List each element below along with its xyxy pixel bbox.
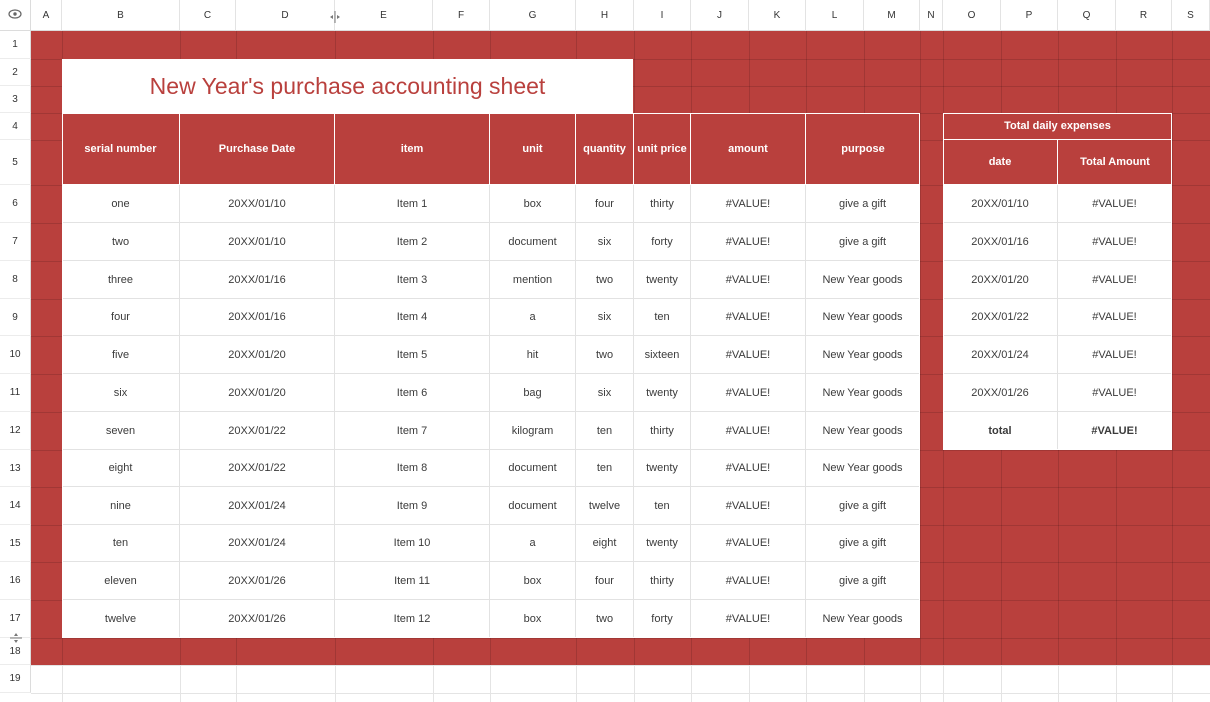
column-header-c[interactable]: C xyxy=(180,0,236,31)
table-cell[interactable]: #VALUE! xyxy=(691,185,806,223)
table-cell[interactable]: 20XX/01/24 xyxy=(943,336,1058,374)
table-cell[interactable]: #VALUE! xyxy=(1058,374,1172,412)
table-cell[interactable]: six xyxy=(62,374,180,412)
table-cell[interactable]: 20XX/01/22 xyxy=(180,450,335,487)
row-header-18[interactable]: 18 xyxy=(0,638,31,665)
table-cell[interactable]: #VALUE! xyxy=(691,562,806,600)
table-cell[interactable]: document xyxy=(490,450,576,487)
table-cell[interactable]: Item 9 xyxy=(335,487,490,525)
table-cell[interactable]: #VALUE! xyxy=(1058,299,1172,336)
column-label-total-amount[interactable]: Total Amount xyxy=(1058,140,1172,185)
column-header-r[interactable]: R xyxy=(1116,0,1172,31)
table-cell[interactable]: 20XX/01/26 xyxy=(943,374,1058,412)
column-header-s[interactable]: S xyxy=(1172,0,1210,31)
gridline xyxy=(920,31,921,665)
table-cell[interactable]: forty xyxy=(634,600,691,638)
table-cell[interactable]: box xyxy=(490,562,576,600)
table-cell[interactable]: 20XX/01/22 xyxy=(180,412,335,450)
row-header-16[interactable]: 16 xyxy=(0,562,31,600)
table-cell[interactable]: six xyxy=(576,299,634,336)
table-cell[interactable]: two xyxy=(576,261,634,299)
table-cell[interactable]: a xyxy=(490,525,576,562)
column-header-q[interactable]: Q xyxy=(1058,0,1116,31)
table-cell[interactable]: document xyxy=(490,223,576,261)
column-label-serial-number[interactable]: serial number xyxy=(62,113,180,185)
table-cell[interactable]: #VALUE! xyxy=(691,223,806,261)
table-cell[interactable]: twenty xyxy=(634,374,691,412)
column-header-n[interactable]: N xyxy=(920,0,943,31)
column-header-d[interactable]: D xyxy=(236,0,335,31)
row-header-4[interactable]: 4 xyxy=(0,113,31,140)
row-header-12[interactable]: 12 xyxy=(0,412,31,450)
table-cell[interactable]: two xyxy=(576,336,634,374)
column-label-date[interactable]: date xyxy=(943,140,1058,185)
select-all-corner[interactable] xyxy=(0,0,31,31)
gridline xyxy=(1172,31,1173,665)
table-cell[interactable]: #VALUE! xyxy=(691,525,806,562)
column-header-b[interactable]: B xyxy=(62,0,180,31)
row-header-13[interactable]: 13 xyxy=(0,450,31,487)
row-header-15[interactable]: 15 xyxy=(0,525,31,562)
table-cell[interactable]: six xyxy=(576,223,634,261)
table-cell[interactable]: seven xyxy=(62,412,180,450)
table-cell[interactable]: twelve xyxy=(62,600,180,638)
gridline xyxy=(31,638,1210,639)
table-cell[interactable]: #VALUE! xyxy=(691,450,806,487)
table-cell[interactable]: #VALUE! xyxy=(691,374,806,412)
table-cell[interactable]: #VALUE! xyxy=(691,336,806,374)
column-header-o[interactable]: O xyxy=(943,0,1001,31)
row-header-10[interactable]: 10 xyxy=(0,336,31,374)
table-cell[interactable]: thirty xyxy=(634,412,691,450)
table-cell[interactable]: Item 11 xyxy=(335,562,490,600)
row-header-14[interactable]: 14 xyxy=(0,487,31,525)
table-cell[interactable]: 20XX/01/20 xyxy=(180,374,335,412)
column-header-j[interactable]: J xyxy=(691,0,749,31)
table-cell[interactable]: six xyxy=(576,374,634,412)
table-cell[interactable]: 20XX/01/20 xyxy=(180,336,335,374)
table-cell[interactable]: Item 2 xyxy=(335,223,490,261)
column-header-p[interactable]: P xyxy=(1001,0,1058,31)
eye-icon[interactable] xyxy=(8,6,22,24)
table-cell[interactable]: four xyxy=(62,299,180,336)
row-header-3[interactable]: 3 xyxy=(0,86,31,113)
table-cell[interactable]: one xyxy=(62,185,180,223)
table-cell[interactable]: Item 12 xyxy=(335,600,490,638)
table-cell[interactable]: four xyxy=(576,185,634,223)
row-resize-icon[interactable] xyxy=(10,632,22,646)
daily-expenses-title[interactable]: Total daily expenses xyxy=(943,113,1172,140)
table-cell[interactable]: ten xyxy=(634,299,691,336)
table-cell[interactable]: five xyxy=(62,336,180,374)
sheet-title[interactable]: New Year's purchase accounting sheet xyxy=(62,59,633,113)
table-cell[interactable]: kilogram xyxy=(490,412,576,450)
column-label-unit-price[interactable]: unit price xyxy=(634,113,691,185)
table-cell[interactable]: ten xyxy=(62,525,180,562)
gridline xyxy=(31,693,1210,694)
table-cell[interactable]: nine xyxy=(62,487,180,525)
column-header-m[interactable]: M xyxy=(864,0,920,31)
column-header-h[interactable]: H xyxy=(576,0,634,31)
row-header-1[interactable]: 1 xyxy=(0,31,31,59)
table-cell[interactable]: #VALUE! xyxy=(1058,261,1172,299)
table-cell[interactable]: Item 6 xyxy=(335,374,490,412)
table-cell[interactable]: New Year goods xyxy=(806,261,920,299)
column-label-quantity[interactable]: quantity xyxy=(576,113,634,185)
total-value[interactable]: #VALUE! xyxy=(1058,412,1172,450)
table-cell[interactable]: ten xyxy=(634,487,691,525)
row-header-5[interactable]: 5 xyxy=(0,140,31,185)
table-cell[interactable]: two xyxy=(62,223,180,261)
row-header-9[interactable]: 9 xyxy=(0,299,31,336)
table-cell[interactable]: give a gift xyxy=(806,562,920,600)
table-cell[interactable]: Item 8 xyxy=(335,450,490,487)
table-cell[interactable]: Item 4 xyxy=(335,299,490,336)
table-cell[interactable]: give a gift xyxy=(806,185,920,223)
table-cell[interactable]: give a gift xyxy=(806,525,920,562)
row-header-6[interactable]: 6 xyxy=(0,185,31,223)
table-cell[interactable]: twelve xyxy=(576,487,634,525)
table-cell[interactable]: #VALUE! xyxy=(691,600,806,638)
column-label-unit[interactable]: unit xyxy=(490,113,576,185)
table-cell[interactable]: 20XX/01/10 xyxy=(943,185,1058,223)
column-header-l[interactable]: L xyxy=(806,0,864,31)
table-cell[interactable]: mention xyxy=(490,261,576,299)
table-cell[interactable]: New Year goods xyxy=(806,600,920,638)
table-cell[interactable]: give a gift xyxy=(806,223,920,261)
table-cell[interactable]: twenty xyxy=(634,525,691,562)
table-cell[interactable]: 20XX/01/16 xyxy=(180,299,335,336)
row-header-2[interactable]: 2 xyxy=(0,59,31,86)
table-cell[interactable]: box xyxy=(490,600,576,638)
table-cell[interactable]: twenty xyxy=(634,261,691,299)
table-cell[interactable]: Item 3 xyxy=(335,261,490,299)
table-cell[interactable]: bag xyxy=(490,374,576,412)
table-cell[interactable]: eight xyxy=(576,525,634,562)
table-cell[interactable]: give a gift xyxy=(806,487,920,525)
table-cell[interactable]: New Year goods xyxy=(806,412,920,450)
column-header-k[interactable]: K xyxy=(749,0,806,31)
table-cell[interactable]: forty xyxy=(634,223,691,261)
gridline xyxy=(31,665,1210,666)
table-cell[interactable]: #VALUE! xyxy=(691,261,806,299)
table-cell[interactable]: 20XX/01/16 xyxy=(180,261,335,299)
column-resize-icon[interactable] xyxy=(329,11,341,25)
table-cell[interactable]: twenty xyxy=(634,450,691,487)
column-header-a[interactable]: A xyxy=(31,0,62,31)
table-cell[interactable]: box xyxy=(490,185,576,223)
table-cell[interactable]: 20XX/01/26 xyxy=(180,562,335,600)
total-label[interactable]: total xyxy=(943,412,1058,450)
row-header-17[interactable]: 17 xyxy=(0,600,31,638)
table-cell[interactable]: ten xyxy=(576,450,634,487)
row-header-11[interactable]: 11 xyxy=(0,374,31,412)
table-cell[interactable]: #VALUE! xyxy=(1058,185,1172,223)
column-label-item[interactable]: item xyxy=(335,113,490,185)
table-cell[interactable]: hit xyxy=(490,336,576,374)
column-header-i[interactable]: I xyxy=(634,0,691,31)
table-cell[interactable]: Item 5 xyxy=(335,336,490,374)
table-cell[interactable]: 20XX/01/24 xyxy=(180,487,335,525)
table-cell[interactable]: 20XX/01/10 xyxy=(180,223,335,261)
column-header-f[interactable]: F xyxy=(433,0,490,31)
table-cell[interactable]: #VALUE! xyxy=(1058,223,1172,261)
column-label-purpose[interactable]: purpose xyxy=(806,113,920,185)
table-cell[interactable]: four xyxy=(576,562,634,600)
table-cell[interactable]: 20XX/01/16 xyxy=(943,223,1058,261)
table-cell[interactable]: New Year goods xyxy=(806,336,920,374)
table-cell[interactable]: Item 1 xyxy=(335,185,490,223)
table-cell[interactable]: eleven xyxy=(62,562,180,600)
table-cell[interactable]: sixteen xyxy=(634,336,691,374)
table-cell[interactable]: two xyxy=(576,600,634,638)
table-cell[interactable]: 20XX/01/10 xyxy=(180,185,335,223)
table-cell[interactable]: Item 7 xyxy=(335,412,490,450)
table-cell[interactable]: 20XX/01/22 xyxy=(943,299,1058,336)
column-label-amount[interactable]: amount xyxy=(691,113,806,185)
table-cell[interactable]: #VALUE! xyxy=(691,299,806,336)
row-header-19[interactable]: 19 xyxy=(0,665,31,693)
table-cell[interactable]: document xyxy=(490,487,576,525)
table-cell[interactable]: three xyxy=(62,261,180,299)
table-cell[interactable]: eight xyxy=(62,450,180,487)
column-header-g[interactable]: G xyxy=(490,0,576,31)
table-cell[interactable]: 20XX/01/26 xyxy=(180,600,335,638)
row-header-7[interactable]: 7 xyxy=(0,223,31,261)
table-cell[interactable]: thirty xyxy=(634,562,691,600)
table-cell[interactable]: New Year goods xyxy=(806,450,920,487)
table-cell[interactable]: New Year goods xyxy=(806,374,920,412)
table-cell[interactable]: a xyxy=(490,299,576,336)
table-cell[interactable]: 20XX/01/24 xyxy=(180,525,335,562)
table-cell[interactable]: #VALUE! xyxy=(691,412,806,450)
table-cell[interactable]: 20XX/01/20 xyxy=(943,261,1058,299)
table-cell[interactable]: ten xyxy=(576,412,634,450)
table-cell[interactable]: New Year goods xyxy=(806,299,920,336)
table-cell[interactable]: #VALUE! xyxy=(1058,336,1172,374)
column-label-purchase-date[interactable]: Purchase Date xyxy=(180,113,335,185)
table-cell[interactable]: #VALUE! xyxy=(691,487,806,525)
column-header-e[interactable]: E xyxy=(335,0,433,31)
table-cell[interactable]: Item 10 xyxy=(335,525,490,562)
row-header-8[interactable]: 8 xyxy=(0,261,31,299)
table-cell[interactable]: thirty xyxy=(634,185,691,223)
